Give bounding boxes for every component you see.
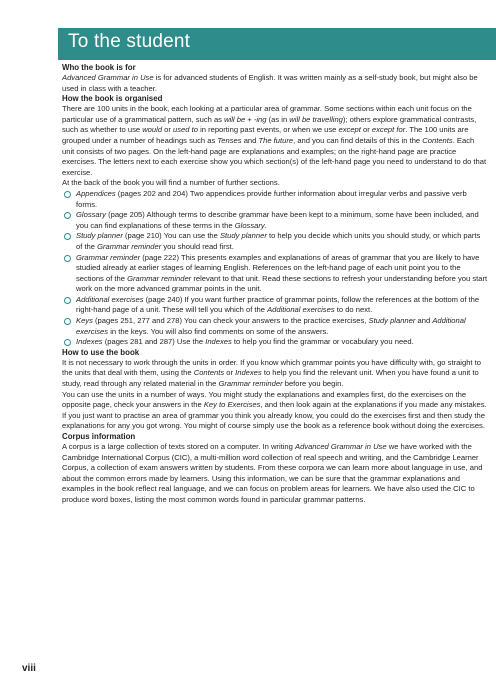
heading-corpus: Corpus information (62, 432, 136, 441)
list-item (62, 210, 488, 231)
page-number: viii (22, 663, 36, 674)
list-item (62, 231, 488, 252)
organised-paragraph-2: At the back of the book you will find a number of further sections. (62, 178, 280, 188)
list-item-text: Keys (pages 251, 277 and 278) You can check your answers to the practice exercises, Study planner and Additional exercises in the keys. You will also find comments on some of the answers. (76, 316, 466, 336)
list-item (62, 337, 488, 348)
title-banner (58, 28, 496, 60)
heading-use: How to use the book (62, 347, 140, 357)
who-paragraph: Advanced Grammar in Use is for advanced students of English. It was written mainly as a self-study book, but might also be used in class with a teacher. (62, 73, 478, 93)
list-item-text: Glossary (page 205) Although terms to describe grammar have been kept to a minimum, some have been included, and you can find explanations of these terms in the Glossary. (76, 210, 479, 230)
content (62, 63, 488, 506)
list-item (62, 253, 488, 295)
use-paragraph-2: You can use the units in a number of ways. You might study the explanations and examples first, do the exercises on the opposite page, check your answers in the Key to Exercises, and then look again at the explanations if you made any mistakes. If you just want to practise an area of grammar you think you already know, you could do the exercises first and then study the explanations for any you got wrong. You might of course simply use the book as a reference book without doing the exercises. (62, 389, 487, 431)
circle-bullet-icon (64, 318, 71, 325)
list-item-text: Indexes (pages 281 and 287) Use the Indexes to help you find the grammar or vocabulary you need. (76, 337, 414, 347)
list-item-text: Grammar reminder (page 222) This presents examples and explanations of areas of grammar that you are likely to have studied already at earlier stages of learning English. References on the left-hand page of each unit point you to the sections of the Grammar reminder relevant to that unit. Read these sections to refresh your understanding before you start work on the more advanced grammar points in the unit. (76, 252, 488, 294)
list-item (62, 189, 488, 210)
organised-paragraph-1: There are 100 units in the book, each looking at a particular area of grammar. Some sections within each unit focus on the particular use of a grammatical pattern, such as will be + -ing (as in will be travelling); others explore grammatical contrasts, such as whether to use would or used to in reporting past events, or when we use except or except for. The 100 units are grouped under a number of headings such as Tenses and The future, and you can find details of this in the Contents. Each unit consists of two pages. On the left-hand page are explanations and examples; on the right-hand page are practice exercises. The letters next to each exercise show you which section(s) of the left-hand page you need to understand to do that exercise. (62, 104, 487, 177)
circle-bullet-icon (64, 191, 71, 198)
list-item-text: Appendices (pages 202 and 204) Two appendices provide further information about irregular verbs and passive verb forms. (76, 188, 467, 209)
list-item (62, 295, 488, 316)
use-paragraph-1: It is not necessary to work through the units in order. If you know which grammar points you have difficulty with, go straight to the units that deal with them, using the Contents or Indexes to help you find the relevant unit. When you have found a unit to study, read through any related material in the Grammar reminder before you begin. (62, 357, 481, 389)
corpus-paragraph: A corpus is a large collection of texts stored on a computer. In writing Advanced Grammar in Use we have worked with the Cambridge International Corpus (CIC), a multi-million word collection of real speech and writing, and the Cambridge Learner Corpus, a collection of exam answers written by students. From these corpora we can learn more about language in use, and about the common errors made by learners. Using this information, we can be sure that the grammar explanations and examples in the book reflect real language, and we can focus on problem areas for learners. We have also used the CIC to produce word boxes, listing the most common words found in particular grammar patterns. (62, 442, 483, 504)
circle-bullet-icon (64, 339, 71, 346)
circle-bullet-icon (64, 212, 71, 219)
list-item (62, 316, 488, 337)
circle-bullet-icon (64, 297, 71, 304)
circle-bullet-icon (64, 233, 71, 240)
circle-bullet-icon (64, 255, 71, 262)
heading-who: Who the book is for (62, 63, 136, 72)
further-sections-list (62, 189, 488, 348)
list-item-text: Study planner (page 210) You can use the Study planner to help you decide which units you should study, or which parts of the Grammar reminder you should read first. (76, 231, 481, 251)
list-item-text: Additional exercises (page 240) If you want further practice of grammar points, follow the references at the bottom of the right-hand page of a unit. These will tell you which of the Additional exercises to do next. (76, 294, 480, 315)
page-title: To the student (68, 31, 191, 52)
heading-organised: How the book is organised (62, 94, 163, 104)
